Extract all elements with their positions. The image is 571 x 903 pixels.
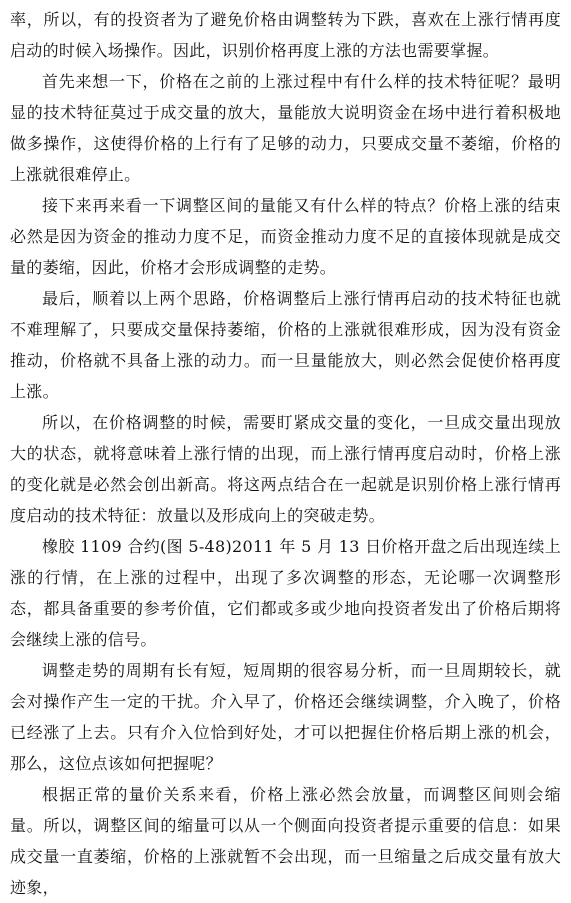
paragraph-3: 接下来再来看一下调整区间的量能又有什么样的特点？价格上涨的结束必然是因为资金的推动力度不足，而资金推动力度不足的直接体现就是成交量的萎缩，因此，价格才会形成调整的走势。 bbox=[10, 196, 561, 277]
paragraph-8: 根据正常的量价关系来看，价格上涨必然会放量，而调整区间则会缩量。所以，调整区间的缩量可以从一个侧面向投资者提示重要的信息：如果成交量一直萎缩，价格的上涨就暂不会出现，而一旦缩量之后成交量有放大迹象， bbox=[10, 785, 561, 897]
paragraph-7: 调整走势的周期有长有短，短周期的很容易分析，而一旦周期较长，就会对操作产生一定的干扰。介入早了，价格还会继续调整，介入晚了，价格已经涨了上去。只有介入位恰到好处，才可以把握住价格后期上涨的机会，那么，这位点该如何把握呢？ bbox=[10, 661, 561, 773]
paragraph-4: 最后，顺着以上两个思路，价格调整后上涨行情再启动的技术特征也就不难理解了，只要成交量保持萎缩，价格的上涨就很难形成，因为没有资金推动，价格就不具备上涨的动力。而一旦量能放大，则必然会促使价格再度上涨。 bbox=[10, 289, 561, 401]
paragraph-1: 率，所以，有的投资者为了避免价格由调整转为下跌，喜欢在上涨行情再度启动的时候入场操作。因此，识别价格再度上涨的方法也需要掌握。 bbox=[10, 10, 561, 60]
paragraph-2: 首先来想一下，价格在之前的上涨过程中有什么样的技术特征呢？最明显的技术特征莫过于成交量的放大，量能放大说明资金在场中进行着积极地做多操作，这使得价格的上行有了足够的动力，只要成交量不萎缩，价格的上涨就很难停止。 bbox=[10, 72, 561, 184]
paragraph-5: 所以，在价格调整的时候，需要盯紧成交量的变化，一旦成交量出现放大的状态，就将意味着上涨行情的出现，而上涨行情再度启动时，价格上涨的变化就是必然会创出新高。将这两点结合在一起就是识别价格上涨行情再度启动的技术特征：放量以及形成向上的突破走势。 bbox=[10, 413, 561, 525]
paragraph-6: 橡胶 1109 合约(图 5-48)2011 年 5 月 13 日价格开盘之后出现连续上涨的行情，在上涨的过程中，出现了多次调整的形态，无论哪一次调整形态，都具备重要的参考价值，它们都或多或少地向投资者发出了价格后期将会继续上涨的信号。 bbox=[10, 537, 561, 649]
